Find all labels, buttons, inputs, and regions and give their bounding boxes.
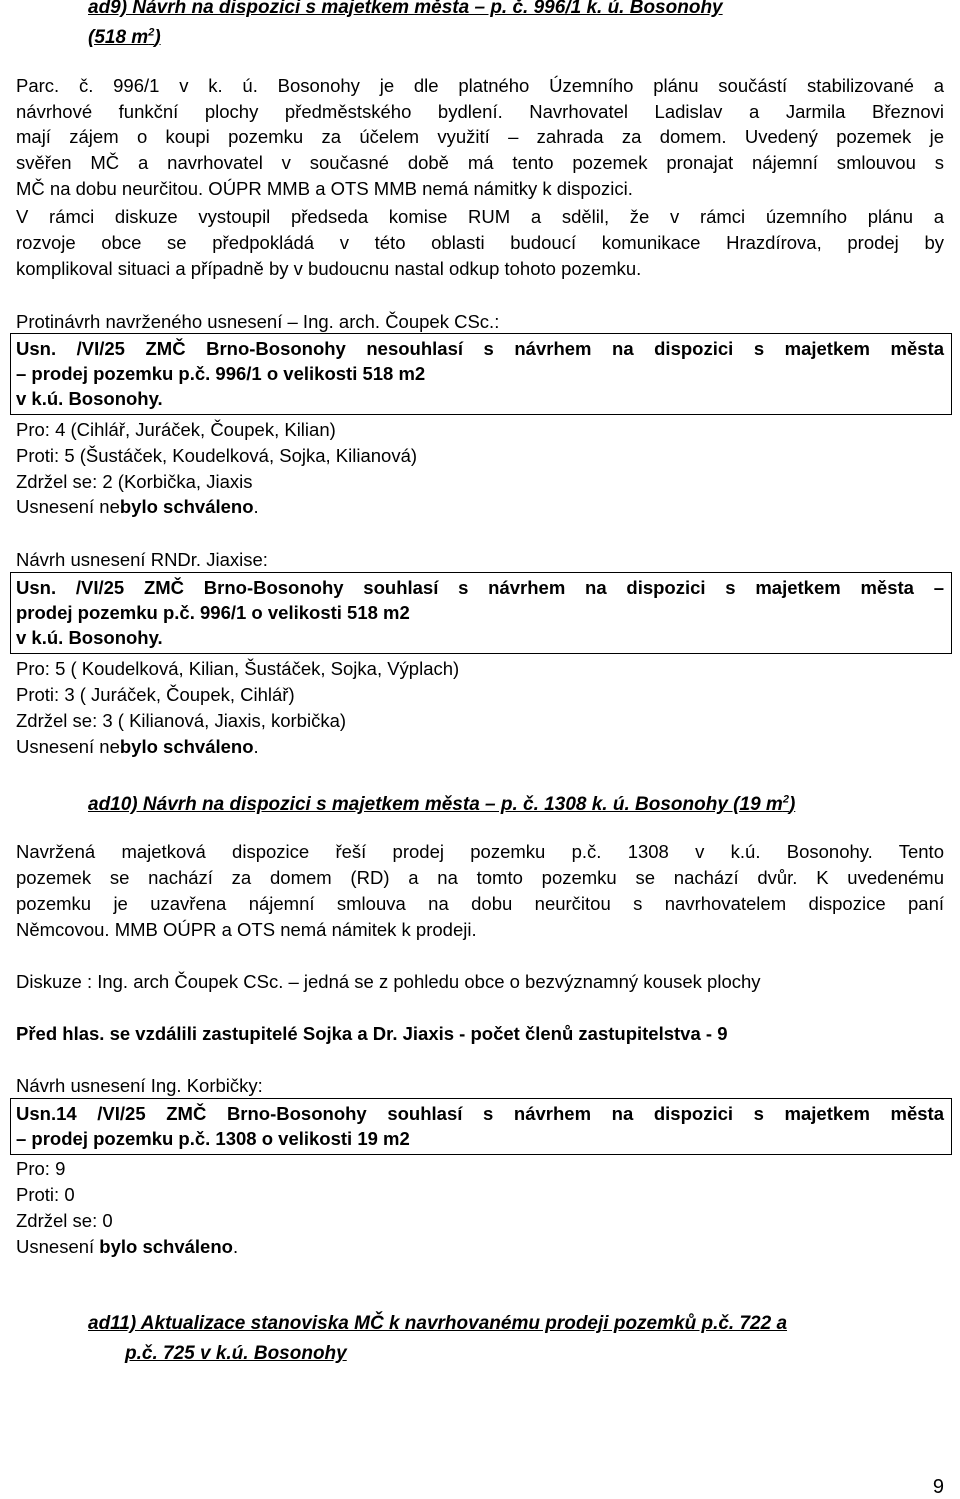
counter-resolution-line2: – prodej pozemku p.č. 996/1 o velikosti 518 m2 bbox=[16, 363, 426, 384]
ad9-para1-line5: MČ na dobu neurčitou. OÚPR MMB a OTS MMB nemá námitky k dispozici. bbox=[16, 178, 633, 199]
counter-result: Usnesení nebylo schváleno. bbox=[16, 496, 259, 517]
ad10-discussion: Diskuze : Ing. arch Čoupek CSc. – jedná se z pohledu obce o bezvýznamný kousek plochy bbox=[16, 971, 761, 992]
ad11-heading-line1: ad11) Aktualizace stanoviska MČ k navrhovanému prodeji pozemků p.č. 722 a bbox=[88, 1313, 788, 1334]
page-number: 9 bbox=[932, 1476, 944, 1498]
ad10-votes-against: Proti: 0 bbox=[16, 1184, 75, 1205]
jiaxis-resolution-line3: v k.ú. Bosonohy. bbox=[16, 627, 163, 648]
counter-votes-against: Proti: 5 (Šustáček, Koudelková, Sojka, Kilianová) bbox=[16, 445, 418, 466]
ad10-result: Usnesení bylo schváleno. bbox=[16, 1236, 239, 1257]
jiaxis-votes-against: Proti: 3 ( Juráček, Čoupek, Cihlář) bbox=[16, 684, 295, 705]
counter-resolution-line1: Usn. /VI/25 ZMČ Brno-Bosonohy nesouhlasí s návrhem na dispozici s majetkem města bbox=[16, 338, 944, 359]
ad9-para2-line2: rozvoje obce se předpokládá v této oblasti budoucí komunikace Hrazdírova, prodej by bbox=[16, 232, 944, 253]
ad10-resolution-line1: Usn.14 /VI/25 ZMČ Brno-Bosonohy souhlasí s návrhem na dispozici s majetkem města bbox=[16, 1103, 944, 1124]
ad9-para1-line1: Parc. č. 996/1 v k. ú. Bosonohy je dle platného Územního plánu součástí stabilizované a bbox=[16, 75, 944, 96]
counter-proposal-title: Protinávrh navrženého usnesení – Ing. arch. Čoupek CSc.: bbox=[16, 311, 500, 332]
ad9-para1-line3: mají zájem o koupi pozemku za účelem využití – zahrada za domem. Uvedený pozemek je bbox=[16, 126, 944, 147]
ad10-para-line1: Navržená majetková dispozice řeší prodej pozemku p.č. 1308 v k.ú. Bosonohy. Tento bbox=[16, 841, 944, 862]
ad9-para2-line3: komplikoval situaci a případně by v budoucnu nastal odkup tohoto pozemku. bbox=[16, 258, 642, 279]
ad10-proposal-title: Návrh usnesení Ing. Korbičky: bbox=[16, 1075, 263, 1096]
counter-votes-for: Pro: 4 (Cihlář, Juráček, Čoupek, Kilian) bbox=[16, 419, 336, 440]
ad10-para-line2: pozemek se nachází za domem (RD) a na tomto pozemku se nachází dvůr. K uvedenému bbox=[16, 867, 944, 888]
ad10-para-line3: pozemku je uzavřena nájemní smlouva na dobu neurčitou s navrhovatelem dispozice paní bbox=[16, 893, 944, 914]
counter-resolution-line3: v k.ú. Bosonohy. bbox=[16, 388, 163, 409]
ad9-para1-line4: svěřen MČ a navrhovatel v současné době má tento pozemek pronajat nájemní smlouvou s bbox=[16, 152, 944, 173]
jiaxis-votes-abstain: Zdržel se: 3 ( Kilianová, Jiaxis, korbička) bbox=[16, 710, 347, 731]
jiaxis-resolution-line1: Usn. /VI/25 ZMČ Brno-Bosonohy souhlasí s návrhem na dispozici s majetkem města – bbox=[16, 577, 944, 598]
ad10-votes-for: Pro: 9 bbox=[16, 1158, 66, 1179]
ad10-votes-abstain: Zdržel se: 0 bbox=[16, 1210, 113, 1231]
ad9-heading-line2: (518 $m^2$) bbox=[88, 27, 161, 49]
ad10-resolution-line2: – prodej pozemku p.č. 1308 o velikosti 19 m2 bbox=[16, 1128, 410, 1149]
ad9-para2-line1: V rámci diskuze vystoupil předseda komise RUM a sdělil, že v rámci územního plánu a bbox=[16, 206, 944, 227]
ad11-heading-line2: p.č. 725 v k.ú. Bosonohy bbox=[125, 1343, 347, 1364]
ad10-heading: ad10) Návrh na dispozici s majetkem města – p. č. 1308 k. ú. Bosonohy (19 $m^2$) bbox=[88, 794, 796, 816]
ad9-heading-line1: ad9) Návrh na dispozici s majetkem města – p. č. 996/1 k. ú. Bosonohy bbox=[88, 0, 723, 18]
jiaxis-proposal-title: Návrh usnesení RNDr. Jiaxise: bbox=[16, 549, 268, 570]
ad10-para-line4: Němcovou. MMB OÚPR a OTS nemá námitek k prodeji. bbox=[16, 919, 477, 940]
jiaxis-votes-for: Pro: 5 ( Koudelková, Kilian, Šustáček, Sojka, Výplach) bbox=[16, 658, 460, 679]
ad9-para1-line2: návrhové funkční plochy předměstského bydlení. Navrhovatel Ladislav a Jarmila Březnovi bbox=[16, 101, 944, 122]
jiaxis-resolution-line2: prodej pozemku p.č. 996/1 o velikosti 518 m2 bbox=[16, 602, 410, 623]
jiaxis-result: Usnesení nebylo schváleno. bbox=[16, 736, 259, 757]
ad10-before-vote: Před hlas. se vzdálili zastupitelé Sojka a Dr. Jiaxis - počet členů zastupitelstva - 9 bbox=[16, 1023, 728, 1044]
counter-votes-abstain: Zdržel se: 2 (Korbička, Jiaxis bbox=[16, 471, 253, 492]
